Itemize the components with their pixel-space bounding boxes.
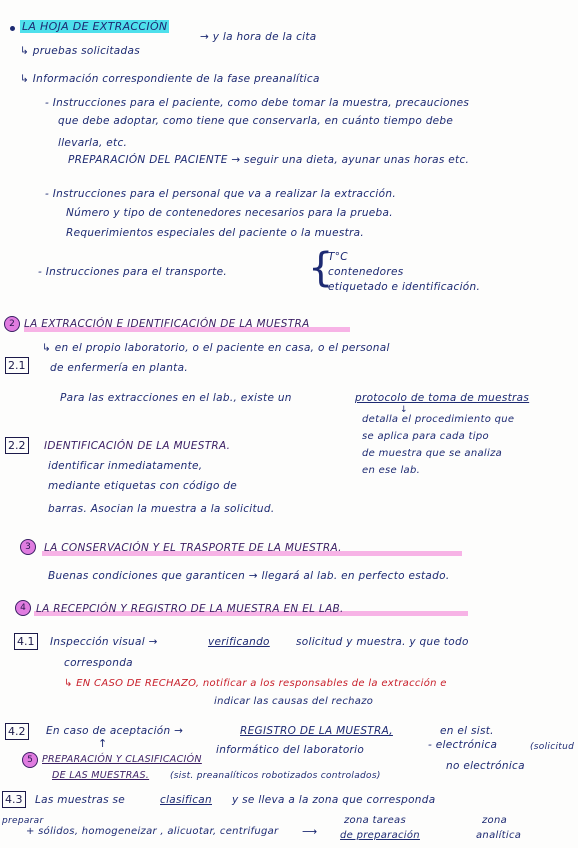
sec5-title-2: DE LAS MUESTRAS. (52, 770, 150, 781)
accept-line-2: informático del laboratorio (216, 744, 365, 756)
sec5-number: 5 (22, 752, 38, 768)
protocol-desc-1: detalla el procedimiento que (362, 414, 515, 425)
zona-prep-1: zona tareas (344, 815, 406, 826)
sec2-number: 2 (4, 316, 20, 332)
reject-line-2: indicar las causas del rechazo (214, 696, 374, 707)
protocol-arrow: ↓ (400, 405, 408, 415)
sec1-staff-2: Número y tipo de contenedores necesarios para la prueba. (66, 207, 393, 219)
sec2-line-2: de enfermería en planta. (50, 362, 188, 374)
insp-verb: verificando (208, 636, 270, 648)
accept-line-1b: en el sist. (440, 725, 494, 737)
clasif-line-b: y se lleva a la zona que corresponda (232, 794, 436, 806)
transport-item-labeling: etiquetado e identificación. (328, 281, 481, 293)
sec2-lab-line: Para las extracciones en el lab., existe un (60, 392, 292, 404)
sec4-title: LA RECEPCIÓN Y REGISTRO DE LA MUESTRA EN EL LAB. (36, 603, 344, 615)
ident-line-3: barras. Asocian la muestra a la solicitud. (48, 503, 275, 515)
sec2-line-1: ↳ en el propio laboratorio, o el paciente en casa, o el personal (42, 342, 390, 354)
ident-title: IDENTIFICACIÓN DE LA MUESTRA. (44, 440, 231, 452)
sec3-title: LA CONSERVACIÓN Y EL TRASPORTE DE LA MUESTRA. (44, 542, 342, 554)
solicitud-label: (solicitud (530, 742, 575, 752)
accept-line-1a: En caso de aceptación → (46, 725, 184, 737)
transport-item-containers: contenedores (328, 266, 404, 278)
ident-line-2: mediante etiquetas con código de (48, 480, 238, 492)
sec1-staff-1: - Instrucciones para el personal que va a realizar la extracción. (45, 188, 396, 200)
clasif-line-a: Las muestras se (35, 794, 126, 806)
sec1-title-suffix: → y la hora de la cita (200, 31, 317, 43)
sec2-title: LA EXTRACCIÓN E IDENTIFICACIÓN DE LA MUESTRA (24, 318, 310, 330)
insp-line-2: corresponda (64, 657, 133, 669)
ident-line-1: identificar inmediatamente, (48, 460, 203, 472)
sec1-pruebas: ↳ pruebas solicitadas (20, 45, 140, 57)
electronica-label: - electrónica (428, 739, 498, 751)
protocol-desc-2: se aplica para cada tipo (362, 431, 489, 442)
zona-an-2: analítica (476, 830, 522, 841)
insp-line-1a: Inspección visual → (50, 636, 158, 648)
transport-item-temp: T°C (328, 251, 348, 263)
zona-prep-2: de preparación (340, 830, 420, 841)
sec3-line: Buenas condiciones que garanticen → llegará al lab. en perfecto estado. (48, 570, 450, 582)
protocol-label: protocolo de toma de muestras (355, 392, 530, 404)
sec1-patient-1: - Instrucciones para el paciente, como debe tomar la muestra, precauciones (45, 97, 470, 109)
sec1-title (20, 21, 169, 33)
insp-line-1b: solicitud y muestra. y que todo (296, 636, 469, 648)
sec5-title-1: PREPARACIÓN Y CLASIFICACIÓN (42, 754, 202, 765)
prep-label-2: + sólidos, homogeneizar , alicuotar, centrifugar (26, 826, 279, 837)
protocol-desc-3: de muestra que se analiza (362, 448, 503, 459)
zona-an-1: zona (482, 815, 508, 826)
sec1-patient-2: que debe adoptar, como tiene que conservarla, en cuánto tiempo debe (58, 115, 454, 127)
sec3-number: 3 (20, 539, 36, 555)
sec1-transport: - Instrucciones para el transporte. (38, 266, 227, 278)
clasif-verb: clasifican (160, 794, 212, 806)
sec4-number: 4 (15, 600, 31, 616)
box-2-1: 2.1 (5, 357, 29, 374)
box-4-3: 4.3 (2, 791, 26, 808)
box-2-2: 2.2 (5, 437, 29, 454)
sec5-subtitle: (sist. preanalíticos robotizados controlados) (170, 771, 381, 781)
sec1-patient-4: PREPARACIÓN DEL PACIENTE → seguir una dieta, ayunar unas horas etc. (68, 154, 470, 166)
prep-arrow: ⟶ (302, 826, 318, 838)
prep-label-1: preparar (2, 816, 44, 826)
no-electronica-label: no electrónica (446, 760, 525, 772)
protocol-desc-4: en ese lab. (362, 465, 421, 476)
transport-brace: { (308, 245, 334, 291)
sec1-info: ↳ Información correspondiente de la fase preanalítica (20, 73, 320, 85)
registro-label: REGISTRO DE LA MUESTRA, (240, 725, 393, 737)
reject-line-1: ↳ EN CASO DE RECHAZO, notificar a los responsables de la extracción e (64, 678, 447, 689)
sec1-patient-3: llevarla, etc. (58, 137, 128, 149)
accept-arrow-up: ↑ (98, 737, 108, 750)
box-4-2: 4.2 (5, 723, 29, 740)
bullet-dot (10, 26, 15, 31)
sec1-staff-3: Requerimientos especiales del paciente o la muestra. (66, 227, 365, 239)
box-4-1: 4.1 (14, 633, 38, 650)
sec1-title-highlight: LA HOJA DE EXTRACCIÓN (22, 20, 168, 33)
